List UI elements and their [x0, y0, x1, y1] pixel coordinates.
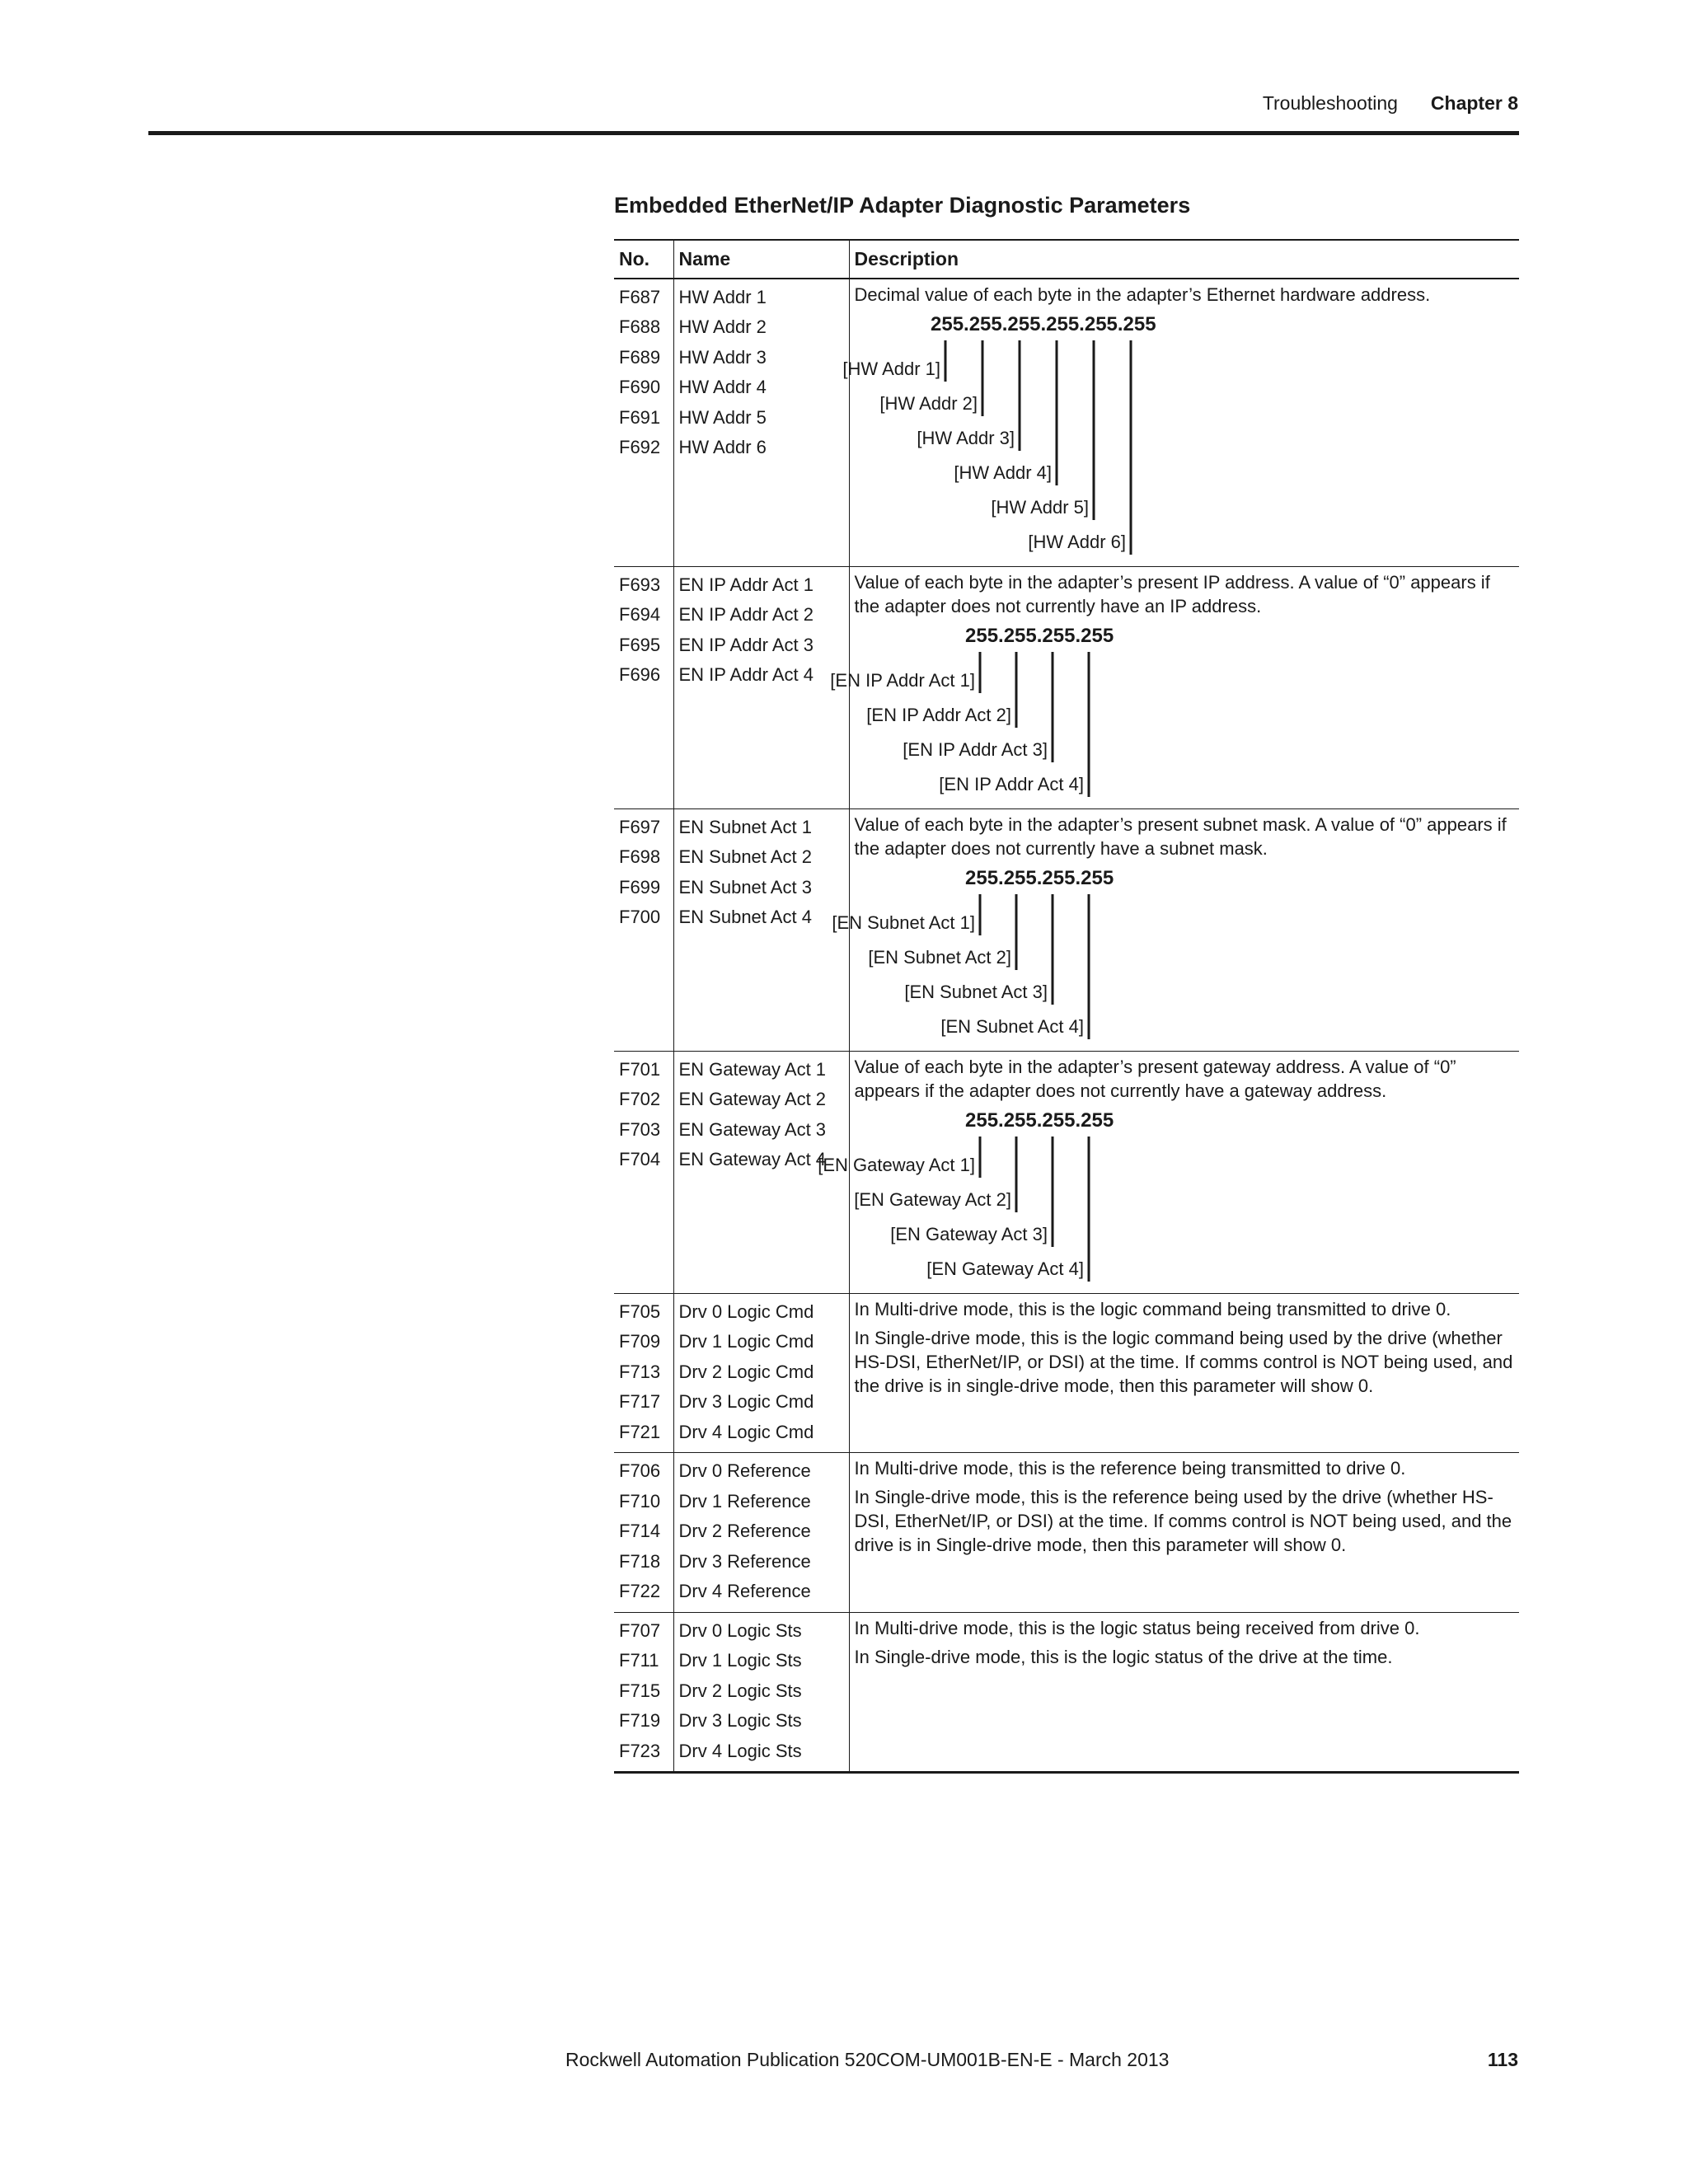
- description-text: Value of each byte in the adapter’s present IP address. A value of “0” appears if the adapter does not currently have an IP address.: [854, 571, 1490, 616]
- address-byte-diagram: [831, 864, 1432, 1046]
- header-rule: [148, 131, 1519, 135]
- section-name: Troubleshooting: [1262, 92, 1398, 114]
- byte-parameter-label: [EN Subnet Act 3]: [903, 981, 1048, 1002]
- description-text: Value of each byte in the adapter’s present subnet mask. A value of “0” appears if the adapter does not currently have a subnet mask.: [854, 813, 1507, 859]
- table-body: [614, 279, 1519, 1773]
- parameter-name: EN Subnet Act 1: [678, 816, 812, 837]
- name-cell: [673, 1453, 849, 1613]
- page-footer: [0, 2049, 1688, 2075]
- parameter-name: Drv 2 Reference: [678, 1521, 811, 1541]
- parameter-name: Drv 1 Reference: [678, 1490, 811, 1511]
- address-byte-diagram: [817, 1106, 1432, 1288]
- parameter-number: F718: [619, 1550, 661, 1572]
- running-head: [1263, 92, 1518, 115]
- address-pattern: 255.255.255.255: [964, 866, 1114, 889]
- parameter-name: Drv 4 Logic Sts: [678, 1740, 802, 1761]
- parameter-number: F696: [619, 664, 661, 685]
- column-header-description: Description: [849, 240, 1519, 279]
- parameter-number: F717: [619, 1391, 661, 1412]
- parameter-name: Drv 0 Logic Sts: [678, 1619, 802, 1641]
- number-cell: [614, 1453, 673, 1613]
- parameter-number: F698: [619, 846, 661, 867]
- table-header-row: [614, 240, 1519, 279]
- parameter-number: F703: [619, 1118, 661, 1140]
- number-cell: [614, 1051, 673, 1293]
- description-cell: [849, 1612, 1519, 1773]
- number-cell: [614, 566, 673, 808]
- description-cell: [831, 808, 1519, 1051]
- parameter-number: F709: [619, 1331, 661, 1352]
- name-cell: [673, 566, 849, 808]
- parameter-name: EN IP Addr Act 1: [678, 574, 814, 595]
- parameter-number: F690: [619, 377, 661, 397]
- byte-parameter-label: [EN Subnet Act 2]: [867, 946, 1011, 968]
- address-byte-diagram: [829, 621, 1432, 804]
- byte-parameter-label: [EN Subnet Act 4]: [940, 1015, 1084, 1037]
- description-cell: [829, 566, 1519, 808]
- parameter-group-row: [614, 1612, 1519, 1773]
- byte-parameter-label: [EN IP Addr Act 3]: [902, 738, 1048, 760]
- parameter-name: HW Addr 4: [678, 377, 767, 397]
- parameter-group-row: [614, 1453, 1519, 1613]
- address-pattern: 255.255.255.255: [964, 624, 1114, 647]
- parameter-name: HW Addr 3: [678, 346, 767, 368]
- address-pattern: 255.255.255.255.255.255: [930, 312, 1156, 335]
- description-text: In Multi-drive mode, this is the reference being transmitted to drive 0.: [854, 1458, 1406, 1479]
- parameter-name: Drv 0 Logic Cmd: [678, 1301, 814, 1322]
- byte-parameter-label: [HW Addr 3]: [916, 427, 1015, 448]
- byte-parameter-label: [EN Gateway Act 3]: [889, 1223, 1048, 1244]
- byte-parameter-label: [EN Subnet Act 1]: [831, 912, 975, 933]
- description-text: In Single-drive mode, this is the logic status of the drive at the time.: [854, 1646, 1393, 1667]
- byte-parameter-label: [HW Addr 5]: [990, 496, 1089, 518]
- name-cell: [673, 1612, 849, 1773]
- parameter-number: F688: [619, 316, 661, 337]
- description-text: In Single-drive mode, this is the logic command being used by the drive (whether HS-DSI, EtherNet/IP, or DSI) at the time. If comms control is NOT being used, and the drive is in single-drive mode, then this parameter will show 0.: [854, 1327, 1513, 1396]
- parameter-number: F702: [619, 1089, 661, 1109]
- parameter-name: Drv 4 Reference: [678, 1581, 811, 1601]
- parameter-name: EN Gateway Act 4: [678, 1149, 827, 1169]
- byte-parameter-label: [HW Addr 2]: [879, 392, 978, 414]
- parameter-number: F697: [619, 816, 661, 837]
- parameter-group-row: [614, 566, 1519, 808]
- parameter-name: Drv 3 Logic Sts: [678, 1710, 802, 1731]
- parameter-number: F711: [619, 1650, 659, 1671]
- byte-parameter-label: [EN IP Addr Act 1]: [829, 669, 975, 691]
- number-cell: [614, 808, 673, 1051]
- column-header-no: No.: [619, 248, 650, 269]
- description-cell: [842, 279, 1519, 567]
- publication-info: Rockwell Automation Publication 520COM-UM001B-EN-E - March 2013: [565, 2049, 1170, 2070]
- byte-parameter-label: [EN Gateway Act 1]: [817, 1154, 975, 1175]
- description-text: In Multi-drive mode, this is the logic command being transmitted to drive 0.: [854, 1298, 1451, 1319]
- parameter-number: F687: [619, 286, 661, 307]
- parameter-number: F706: [619, 1460, 661, 1481]
- parameter-name: EN IP Addr Act 3: [678, 634, 814, 655]
- parameter-name: EN IP Addr Act 2: [678, 604, 814, 625]
- parameter-number: F693: [619, 574, 661, 595]
- parameter-number: F715: [619, 1680, 661, 1701]
- description-cell: [849, 1453, 1519, 1613]
- parameter-number: F713: [619, 1361, 661, 1382]
- parameter-name: HW Addr 1: [678, 286, 767, 307]
- description-text: Value of each byte in the adapter’s present gateway address. A value of “0” appears if the adapter does not currently have a gateway address.: [854, 1056, 1456, 1101]
- parameter-name: Drv 0 Reference: [678, 1460, 811, 1481]
- parameter-name: EN IP Addr Act 4: [678, 664, 814, 685]
- name-cell: [673, 808, 849, 1051]
- parameter-number: F722: [619, 1581, 661, 1601]
- byte-parameter-label: [HW Addr 6]: [1027, 531, 1126, 552]
- parameter-number: F694: [619, 604, 661, 625]
- page-number: 113: [1487, 2049, 1518, 2070]
- byte-parameter-label: [EN Gateway Act 2]: [853, 1188, 1011, 1210]
- parameter-number: F714: [619, 1521, 661, 1541]
- parameter-number: F700: [619, 907, 661, 927]
- byte-parameter-label: [EN IP Addr Act 2]: [865, 704, 1011, 725]
- parameter-name: HW Addr 2: [678, 316, 767, 337]
- address-byte-diagram: [842, 310, 1432, 561]
- byte-parameter-label: [EN Gateway Act 4]: [926, 1258, 1084, 1279]
- parameter-number: F719: [619, 1710, 661, 1731]
- parameter-name: Drv 1 Logic Cmd: [678, 1331, 814, 1352]
- parameter-name: EN Subnet Act 3: [678, 876, 812, 898]
- parameter-number: F689: [619, 346, 661, 368]
- description-text: Decimal value of each byte in the adapter’s Ethernet hardware address.: [854, 284, 1431, 305]
- parameter-number: F721: [619, 1421, 661, 1442]
- parameter-name: EN Gateway Act 1: [678, 1058, 827, 1080]
- parameter-name: Drv 3 Reference: [678, 1550, 811, 1572]
- parameter-number: F723: [619, 1740, 661, 1761]
- chapter-label: Chapter 8: [1430, 92, 1518, 114]
- parameter-group-row: [614, 808, 1519, 1051]
- parameter-name: Drv 3 Logic Cmd: [678, 1391, 814, 1412]
- parameter-name: Drv 2 Logic Sts: [678, 1680, 802, 1701]
- parameter-name: EN Gateway Act 2: [678, 1089, 827, 1109]
- parameter-group-row: [614, 279, 1519, 567]
- parameter-name: HW Addr 6: [678, 437, 767, 457]
- description-text: In Single-drive mode, this is the reference being used by the drive (whether HS-DSI, EtherNet/IP, or DSI) at the time. If comms control is NOT being used, and the drive is in Single-drive mode, then this parameter will show 0.: [854, 1487, 1512, 1555]
- parameter-name: Drv 4 Logic Cmd: [678, 1421, 814, 1442]
- parameter-number: F695: [619, 634, 661, 655]
- parameter-name: EN Subnet Act 2: [678, 846, 812, 867]
- parameter-number: F701: [619, 1058, 661, 1080]
- address-pattern: 255.255.255.255: [964, 1108, 1114, 1132]
- number-cell: [614, 1612, 673, 1773]
- parameter-number: F692: [619, 437, 661, 457]
- byte-parameter-label: [HW Addr 1]: [842, 358, 940, 379]
- diagnostic-parameters-table: [614, 239, 1519, 1774]
- parameter-name: Drv 1 Logic Sts: [678, 1650, 802, 1671]
- parameter-number: F704: [619, 1149, 661, 1169]
- parameter-name: HW Addr 5: [678, 406, 767, 428]
- column-header-name: Name: [673, 240, 849, 279]
- parameter-name: EN Gateway Act 3: [678, 1118, 827, 1140]
- name-cell: [673, 279, 849, 567]
- parameter-number: F707: [619, 1619, 661, 1641]
- parameter-group-row: [614, 1051, 1519, 1293]
- description-text: In Multi-drive mode, this is the logic status being received from drive 0.: [854, 1617, 1420, 1638]
- name-cell: [673, 1293, 849, 1453]
- byte-parameter-label: [EN IP Addr Act 4]: [938, 773, 1084, 794]
- parameter-number: F691: [619, 406, 661, 428]
- parameter-name: EN Subnet Act 4: [678, 907, 812, 927]
- parameter-number: F705: [619, 1301, 661, 1322]
- number-cell: [614, 279, 673, 567]
- parameter-name: Drv 2 Logic Cmd: [678, 1361, 814, 1382]
- table-title: Embedded EtherNet/IP Adapter Diagnostic Parameters: [614, 193, 1191, 218]
- description-cell: [849, 1293, 1519, 1453]
- parameter-number: F699: [619, 876, 661, 898]
- description-cell: [817, 1051, 1519, 1293]
- number-cell: [614, 1293, 673, 1453]
- parameter-group-row: [614, 1293, 1519, 1453]
- byte-parameter-label: [HW Addr 4]: [953, 462, 1052, 483]
- parameter-number: F710: [619, 1490, 661, 1511]
